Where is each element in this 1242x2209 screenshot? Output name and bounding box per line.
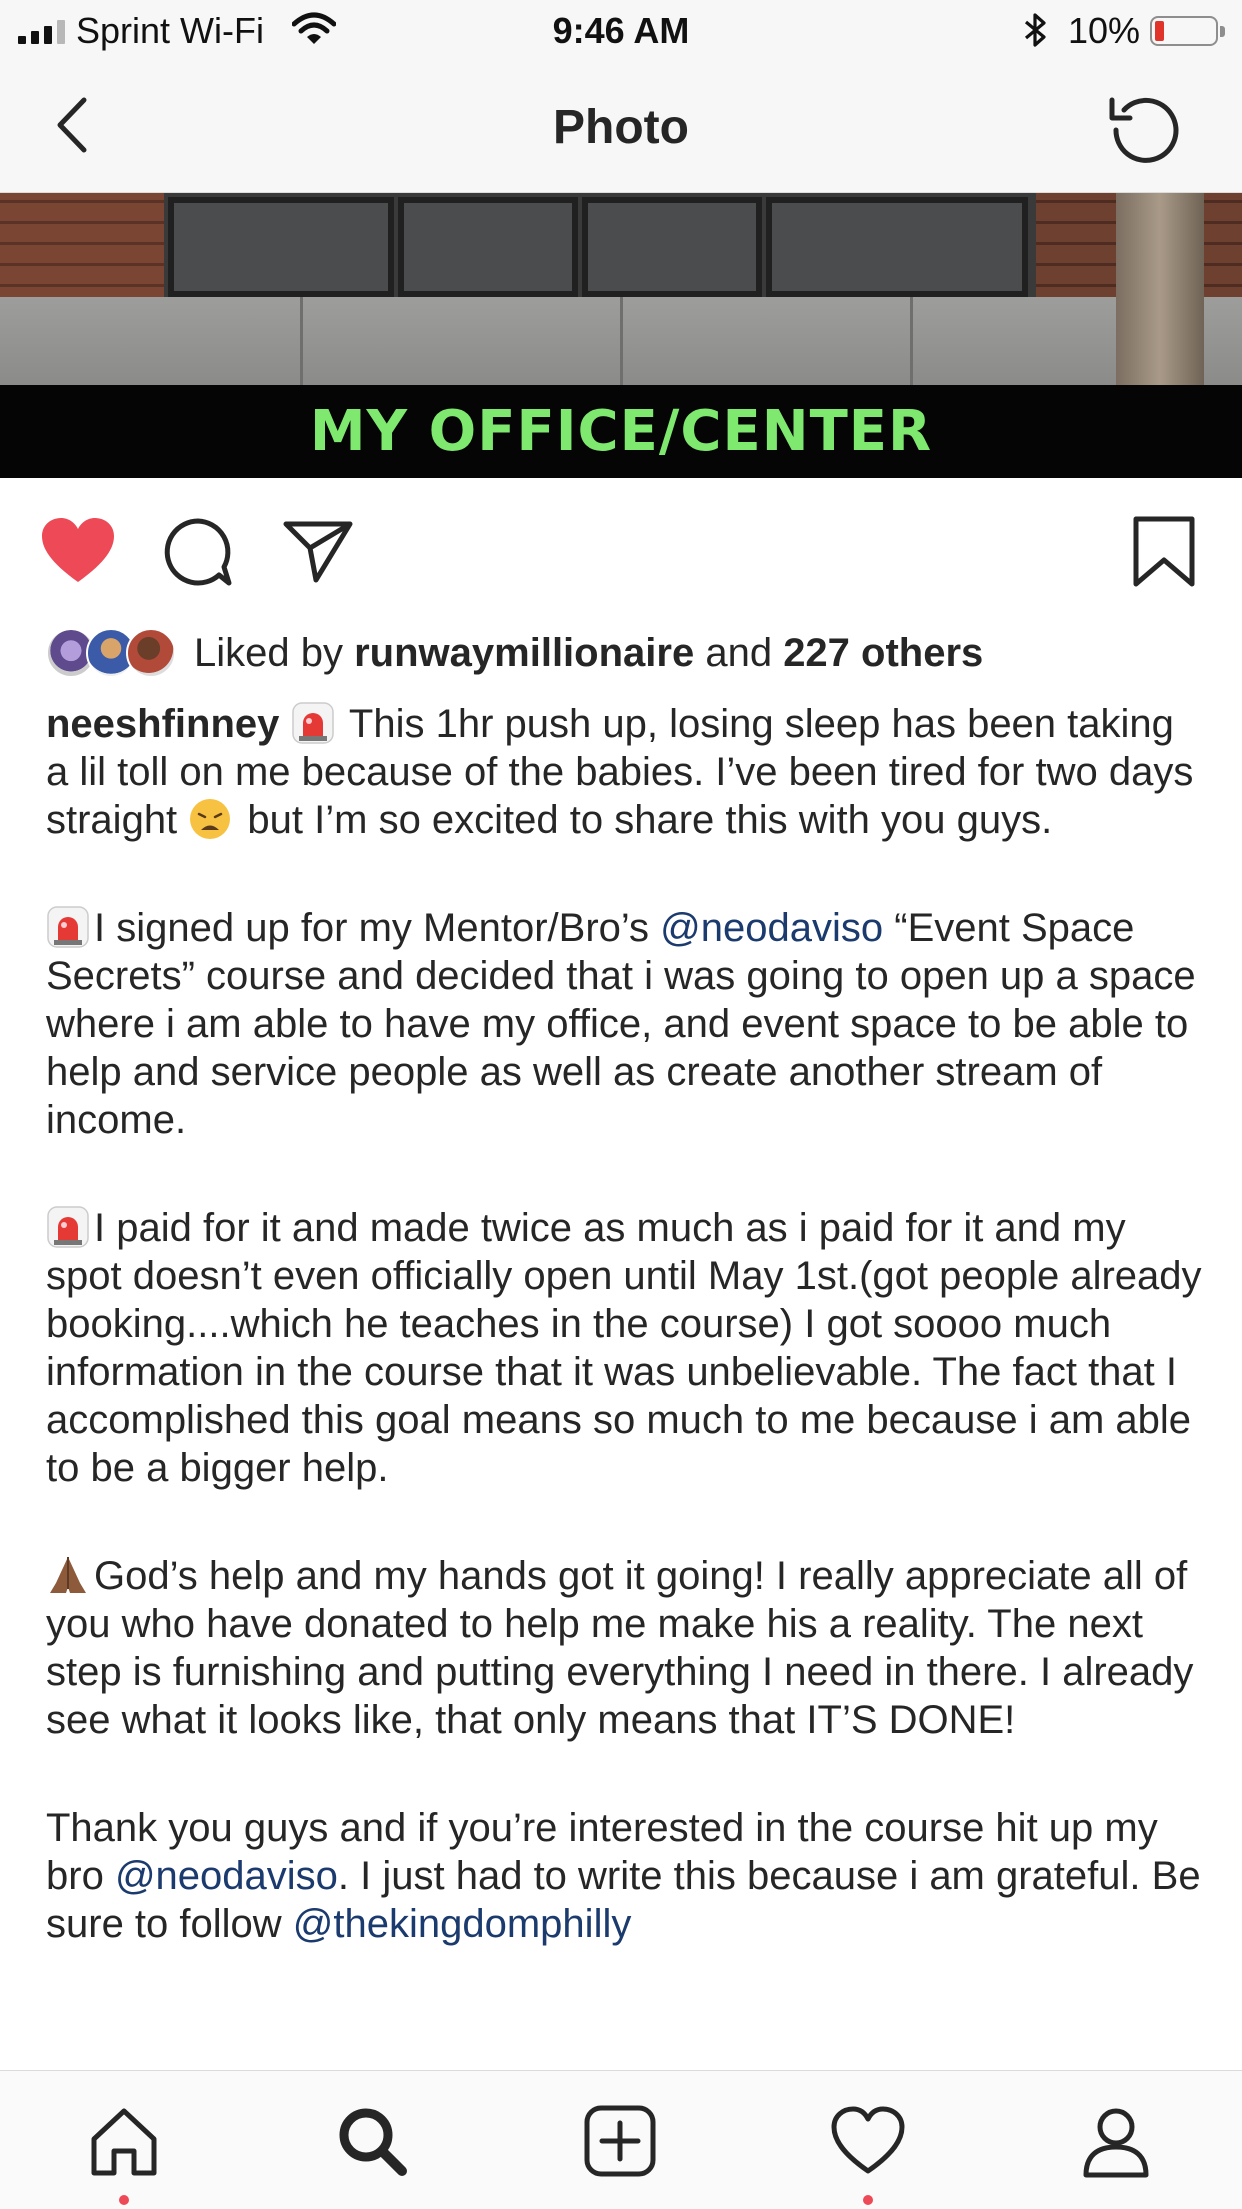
storefront-door xyxy=(398,197,578,297)
likes-others-count[interactable]: 227 others xyxy=(783,630,984,675)
likes-row[interactable] xyxy=(46,626,983,680)
page-title: Photo xyxy=(553,101,689,154)
caption-text: God’s help and my hands got it going! I really appreciate all of you who have donated to help me make his a reality. The next step is furnishing and putting everything I need in there. I already see what it looks like, that only means that IT’S DONE! xyxy=(46,1554,1194,1742)
utility-pole xyxy=(1116,193,1204,385)
add-post-icon xyxy=(582,2103,658,2179)
sidewalk-seam xyxy=(300,297,303,385)
refresh-icon[interactable] xyxy=(1104,88,1184,168)
likes-summary xyxy=(194,631,983,676)
caption-paragraph xyxy=(46,1552,1206,1744)
caption-text: “Event Space Secrets” course and decided that i was going to open up a space where i am able to have my office, and event space to be able to help and service people as well as create another stream of income. xyxy=(46,906,1196,1142)
siren-emoji xyxy=(46,905,90,949)
notification-dot xyxy=(119,2195,129,2205)
tab-profile[interactable] xyxy=(1056,2071,1176,2209)
likes-prefix: Liked by xyxy=(194,630,355,675)
tab-home[interactable] xyxy=(64,2071,184,2209)
caption-text: I signed up for my Mentor/Bro’s xyxy=(94,906,661,950)
folded-hands-emoji xyxy=(46,1553,90,1597)
siren-emoji xyxy=(291,701,335,745)
caption-text: Thank you guys and if you’re interested in the course hit up my bro xyxy=(46,1806,1158,1898)
battery-percent: 10% xyxy=(1068,10,1141,51)
banner-text: MY OFFICE/CENTER xyxy=(309,399,933,464)
bookmark-icon[interactable] xyxy=(1132,516,1196,588)
tab-bar xyxy=(0,2070,1242,2209)
sidewalk-seam xyxy=(620,297,623,385)
home-icon xyxy=(86,2103,162,2179)
caption-paragraph xyxy=(46,904,1206,1144)
post-photo[interactable] xyxy=(0,193,1242,478)
nav-bar xyxy=(0,62,1242,193)
liker-username[interactable]: runwaymillionaire xyxy=(354,630,695,675)
likes-and: and xyxy=(694,630,784,675)
weary-face-emoji xyxy=(188,797,232,841)
caption-paragraph xyxy=(46,1804,1206,1948)
sidewalk-seam xyxy=(910,297,913,385)
mention-link[interactable]: @thekingdomphilly xyxy=(292,1902,632,1946)
caption-text: I paid for it and made twice as much as i paid for it and my spot doesn’t even officially open until May 1st.(got people already booking....which he teaches in the course) I got soooo much information in the course that it was unbelievable. The fact that I accomplished this goal means so much to me because i am able to be a bigger help. xyxy=(46,1206,1202,1490)
brick-wall-left xyxy=(0,193,164,305)
tab-add-post[interactable] xyxy=(560,2071,680,2209)
storefront-window xyxy=(766,197,1028,297)
caption-paragraph xyxy=(46,700,1206,844)
status-time: 9:46 AM xyxy=(552,10,690,51)
tab-search[interactable] xyxy=(312,2071,432,2209)
liker-avatars xyxy=(46,626,180,680)
notification-dot xyxy=(863,2195,873,2205)
mention-link[interactable]: @neodaviso xyxy=(660,906,884,950)
mention-link[interactable]: @neodaviso xyxy=(114,1854,338,1898)
bluetooth-icon xyxy=(1022,12,1050,48)
caption-text: This 1hr push up, losing sleep has been taking a lil toll on me because of the babies. I’ve been tired for two days straight xyxy=(46,702,1194,842)
post-caption xyxy=(46,700,1206,2008)
profile-icon xyxy=(1078,2103,1154,2179)
storefront-window xyxy=(168,197,394,297)
send-icon[interactable] xyxy=(282,518,354,584)
caption-username[interactable]: neeshfinney xyxy=(46,702,280,746)
battery-icon xyxy=(1150,16,1218,46)
photo-banner xyxy=(0,385,1242,478)
comment-icon[interactable] xyxy=(162,516,234,588)
caption-text: but I’m so excited to share this with you guys. xyxy=(236,798,1053,842)
caption-paragraph xyxy=(46,1204,1206,1492)
siren-emoji xyxy=(46,1205,90,1249)
post-actions xyxy=(0,480,1242,620)
status-bar xyxy=(0,0,1242,62)
caption-text: . I just had to write this because i am grateful. Be sure to follow xyxy=(46,1854,1201,1946)
avatar xyxy=(126,628,176,678)
storefront-door xyxy=(582,197,762,297)
heart-filled-icon[interactable] xyxy=(40,516,116,586)
search-icon xyxy=(334,2103,410,2179)
tab-activity[interactable] xyxy=(808,2071,928,2209)
activity-heart-icon xyxy=(830,2103,906,2179)
carrier-label: Sprint Wi-Fi xyxy=(76,10,264,51)
